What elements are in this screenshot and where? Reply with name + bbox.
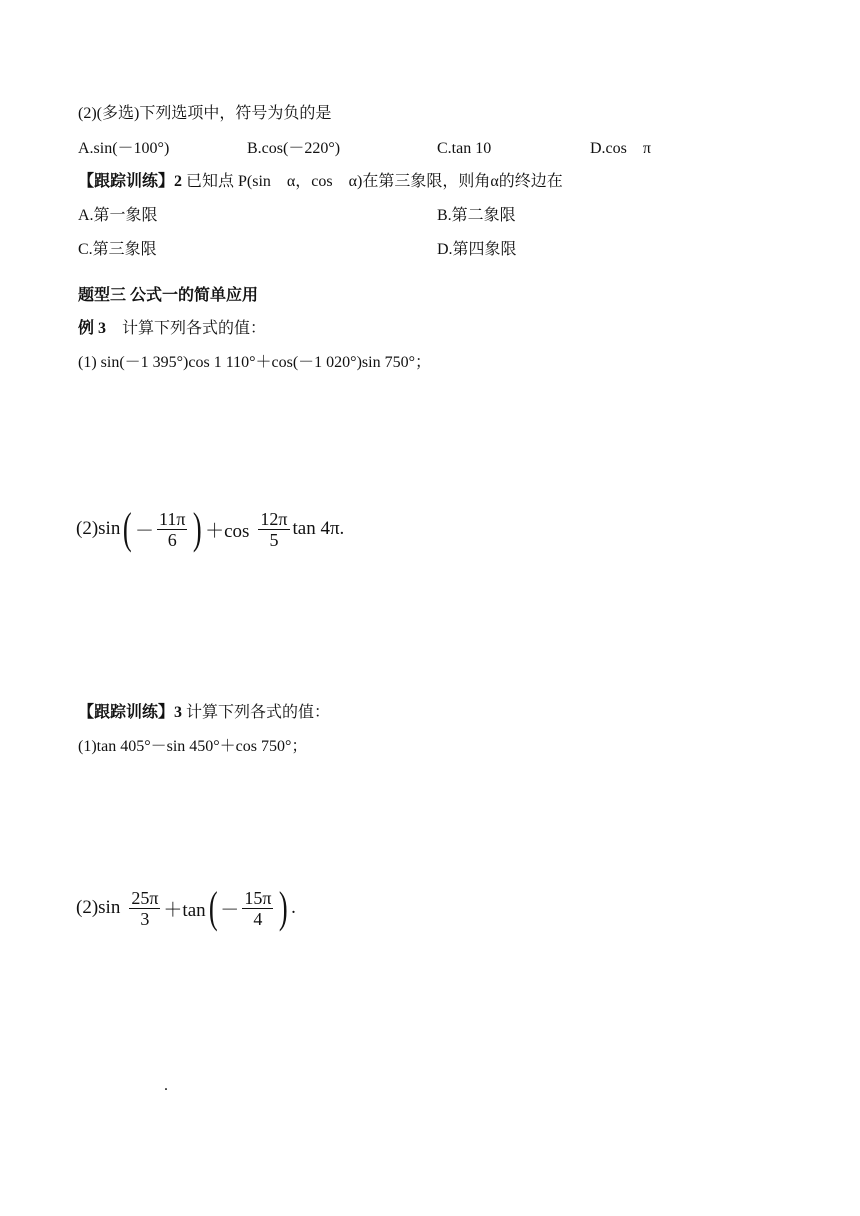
practice-3-item-1: (1)tan 405°－sin 450°＋cos 750°； [78,738,308,755]
practice-2-stem: 已知点 P(sin α，cos α)在第三象限，则角α的终边在 [182,173,563,190]
practice-2-option-c: C.第三象限 [78,241,157,258]
option-a: A.sin(－100°) [78,140,170,157]
example-3 [78,319,266,339]
practice-2-option-d: D.第四象限 [437,241,517,258]
fraction-12pi-5 [258,509,289,550]
formula-minus: － [220,899,240,921]
fraction-numerator: 12π [260,508,288,529]
question-2-stem: (2)(多选)下列选项中，符号为负的是 [78,105,332,122]
fraction-denominator: 3 [140,908,150,929]
formula-suffix: . [291,897,296,918]
section-3-title: 题型三 公式一的简单应用 [78,287,259,304]
practice-3 [78,703,330,723]
practice-2 [78,172,563,192]
formula-suffix: tan 4π. [292,518,345,539]
practice-3-stem: 计算下列各式的值： [182,704,331,721]
option-d: D.cos π [590,140,651,157]
formula-prefix: (2)sin [76,518,121,539]
option-c: C.tan 10 [437,140,492,157]
left-paren: ( [208,883,218,932]
option-b: B.cos(－220°) [247,140,341,157]
practice-3-tag: 【跟踪训练】3 [78,704,183,721]
formula-cos: ＋cos [205,520,250,542]
fraction-denominator: 4 [253,908,263,929]
fraction-25pi-3 [129,888,160,929]
formula-prefix: (2)sin [76,897,121,918]
right-paren: ) [279,883,289,932]
example-3-stem: 计算下列各式的值： [106,320,267,337]
fraction-numerator: 11π [159,508,186,529]
fraction-numerator: 15π [244,887,272,908]
fraction-11pi-6 [157,509,187,550]
right-paren: ) [193,504,203,553]
example-3-tag: 例 3 [78,320,107,337]
practice-2-option-a: A.第一象限 [78,207,158,224]
practice-2-tag: 【跟踪训练】2 [78,173,183,190]
practice-3-item-2 [76,883,296,932]
example-3-item-1: (1) sin(－1 395°)cos 1 110°＋cos(－1 020°)sin 750°； [78,354,431,371]
fraction-denominator: 6 [167,529,177,550]
footer-dot: . [164,1077,168,1094]
example-3-item-2 [76,504,345,553]
formula-minus: － [134,520,154,542]
practice-2-option-b: B.第二象限 [437,207,516,224]
fraction-denominator: 5 [269,529,279,550]
fraction-numerator: 25π [131,887,159,908]
left-paren: ( [123,504,133,553]
fraction-15pi-4 [242,888,273,929]
formula-tan: ＋tan [163,899,206,921]
